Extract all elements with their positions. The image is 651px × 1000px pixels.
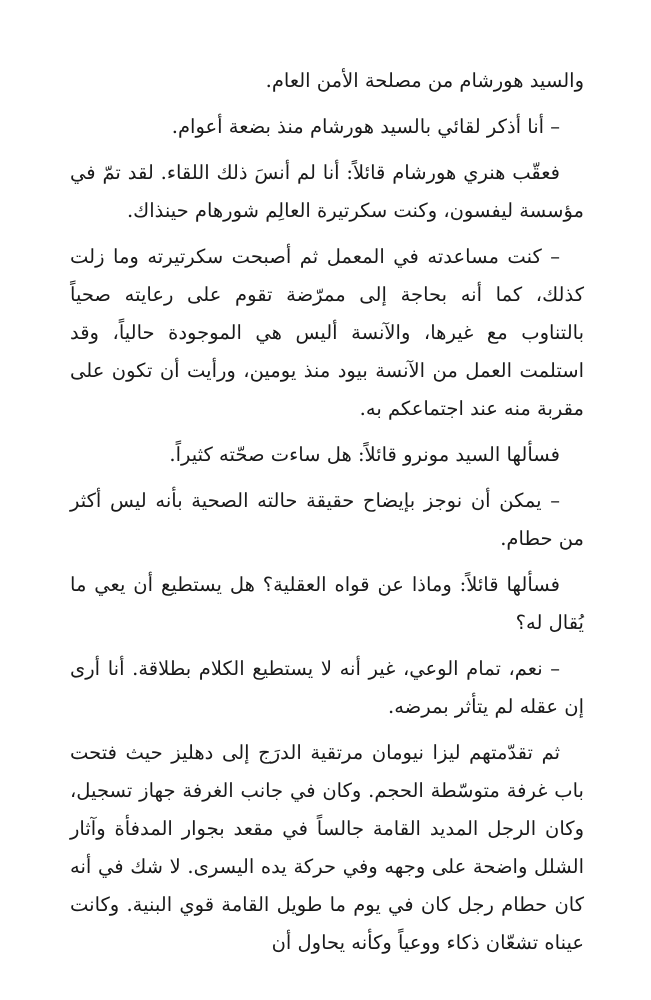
paragraph-narration: فسألها السيد مونرو قائلاً: هل ساءت صحّته كثيراً. (169, 443, 560, 466)
paragraph-narration: فسألها قائلاً: وماذا عن قواه العقلية؟ هل يستطيع أن يعي ما يُقال له؟ (70, 573, 584, 634)
paragraph-dialogue: – أنا أذكر لقائي بالسيد هورشام منذ بضعة أعوام. (171, 115, 560, 138)
paragraph-narration: فعقّب هنري هورشام قائلاً: أنا لم أنسَ ذلك اللقاء. لقد تمّ في مؤسسة ليفسون، وكنت سكرتيرة العالِم شورهام حينذاك. (70, 161, 584, 222)
paragraph-dialogue: – كنت مساعدته في المعمل ثم أصبحت سكرتيرته وما زلت كذلك، كما أنه بحاجة إلى ممرّضة تقوم على رعايته صحياً بالتناوب مع غيرها، والآنسة أليس هي الموجودة حالياً، وقد استلمت العمل من الآنسة بيود منذ يومين، ورأيت أن تكون على مقربة منه عند اجتماعكم به. (70, 245, 584, 420)
paragraph-narration: ثم تقدّمتهم ليزا نيومان مرتقية الدرَج إلى دهليز حيث فتحت باب غرفة متوسّطة الحجم. وكان في جانب الغرفة جهاز تسجيل، وكان الرجل المديد القامة جالساً في مقعد بجوار المدفأة وآثار الشلل واضحة على وجهه وفي حركة يده اليسرى. لا شك في أنه كان حطام رجل كان في يوم ما طويل القامة قوي البنية. وكانت عيناه تشعّان ذكاء ووعياً وكأنه يحاول أن (70, 741, 584, 954)
paragraph-dialogue: – نعم، تمام الوعي، غير أنه لا يستطيع الكلام بطلاقة. أنا أرى إن عقله لم يتأثر بمرضه. (70, 657, 584, 718)
paragraph-dialogue: – يمكن أن نوجز بإيضاح حقيقة حالته الصحية بأنه ليس أكثر من حطام. (70, 489, 584, 550)
paragraph-continuation: والسيد هورشام من مصلحة الأمن العام. (265, 69, 584, 92)
